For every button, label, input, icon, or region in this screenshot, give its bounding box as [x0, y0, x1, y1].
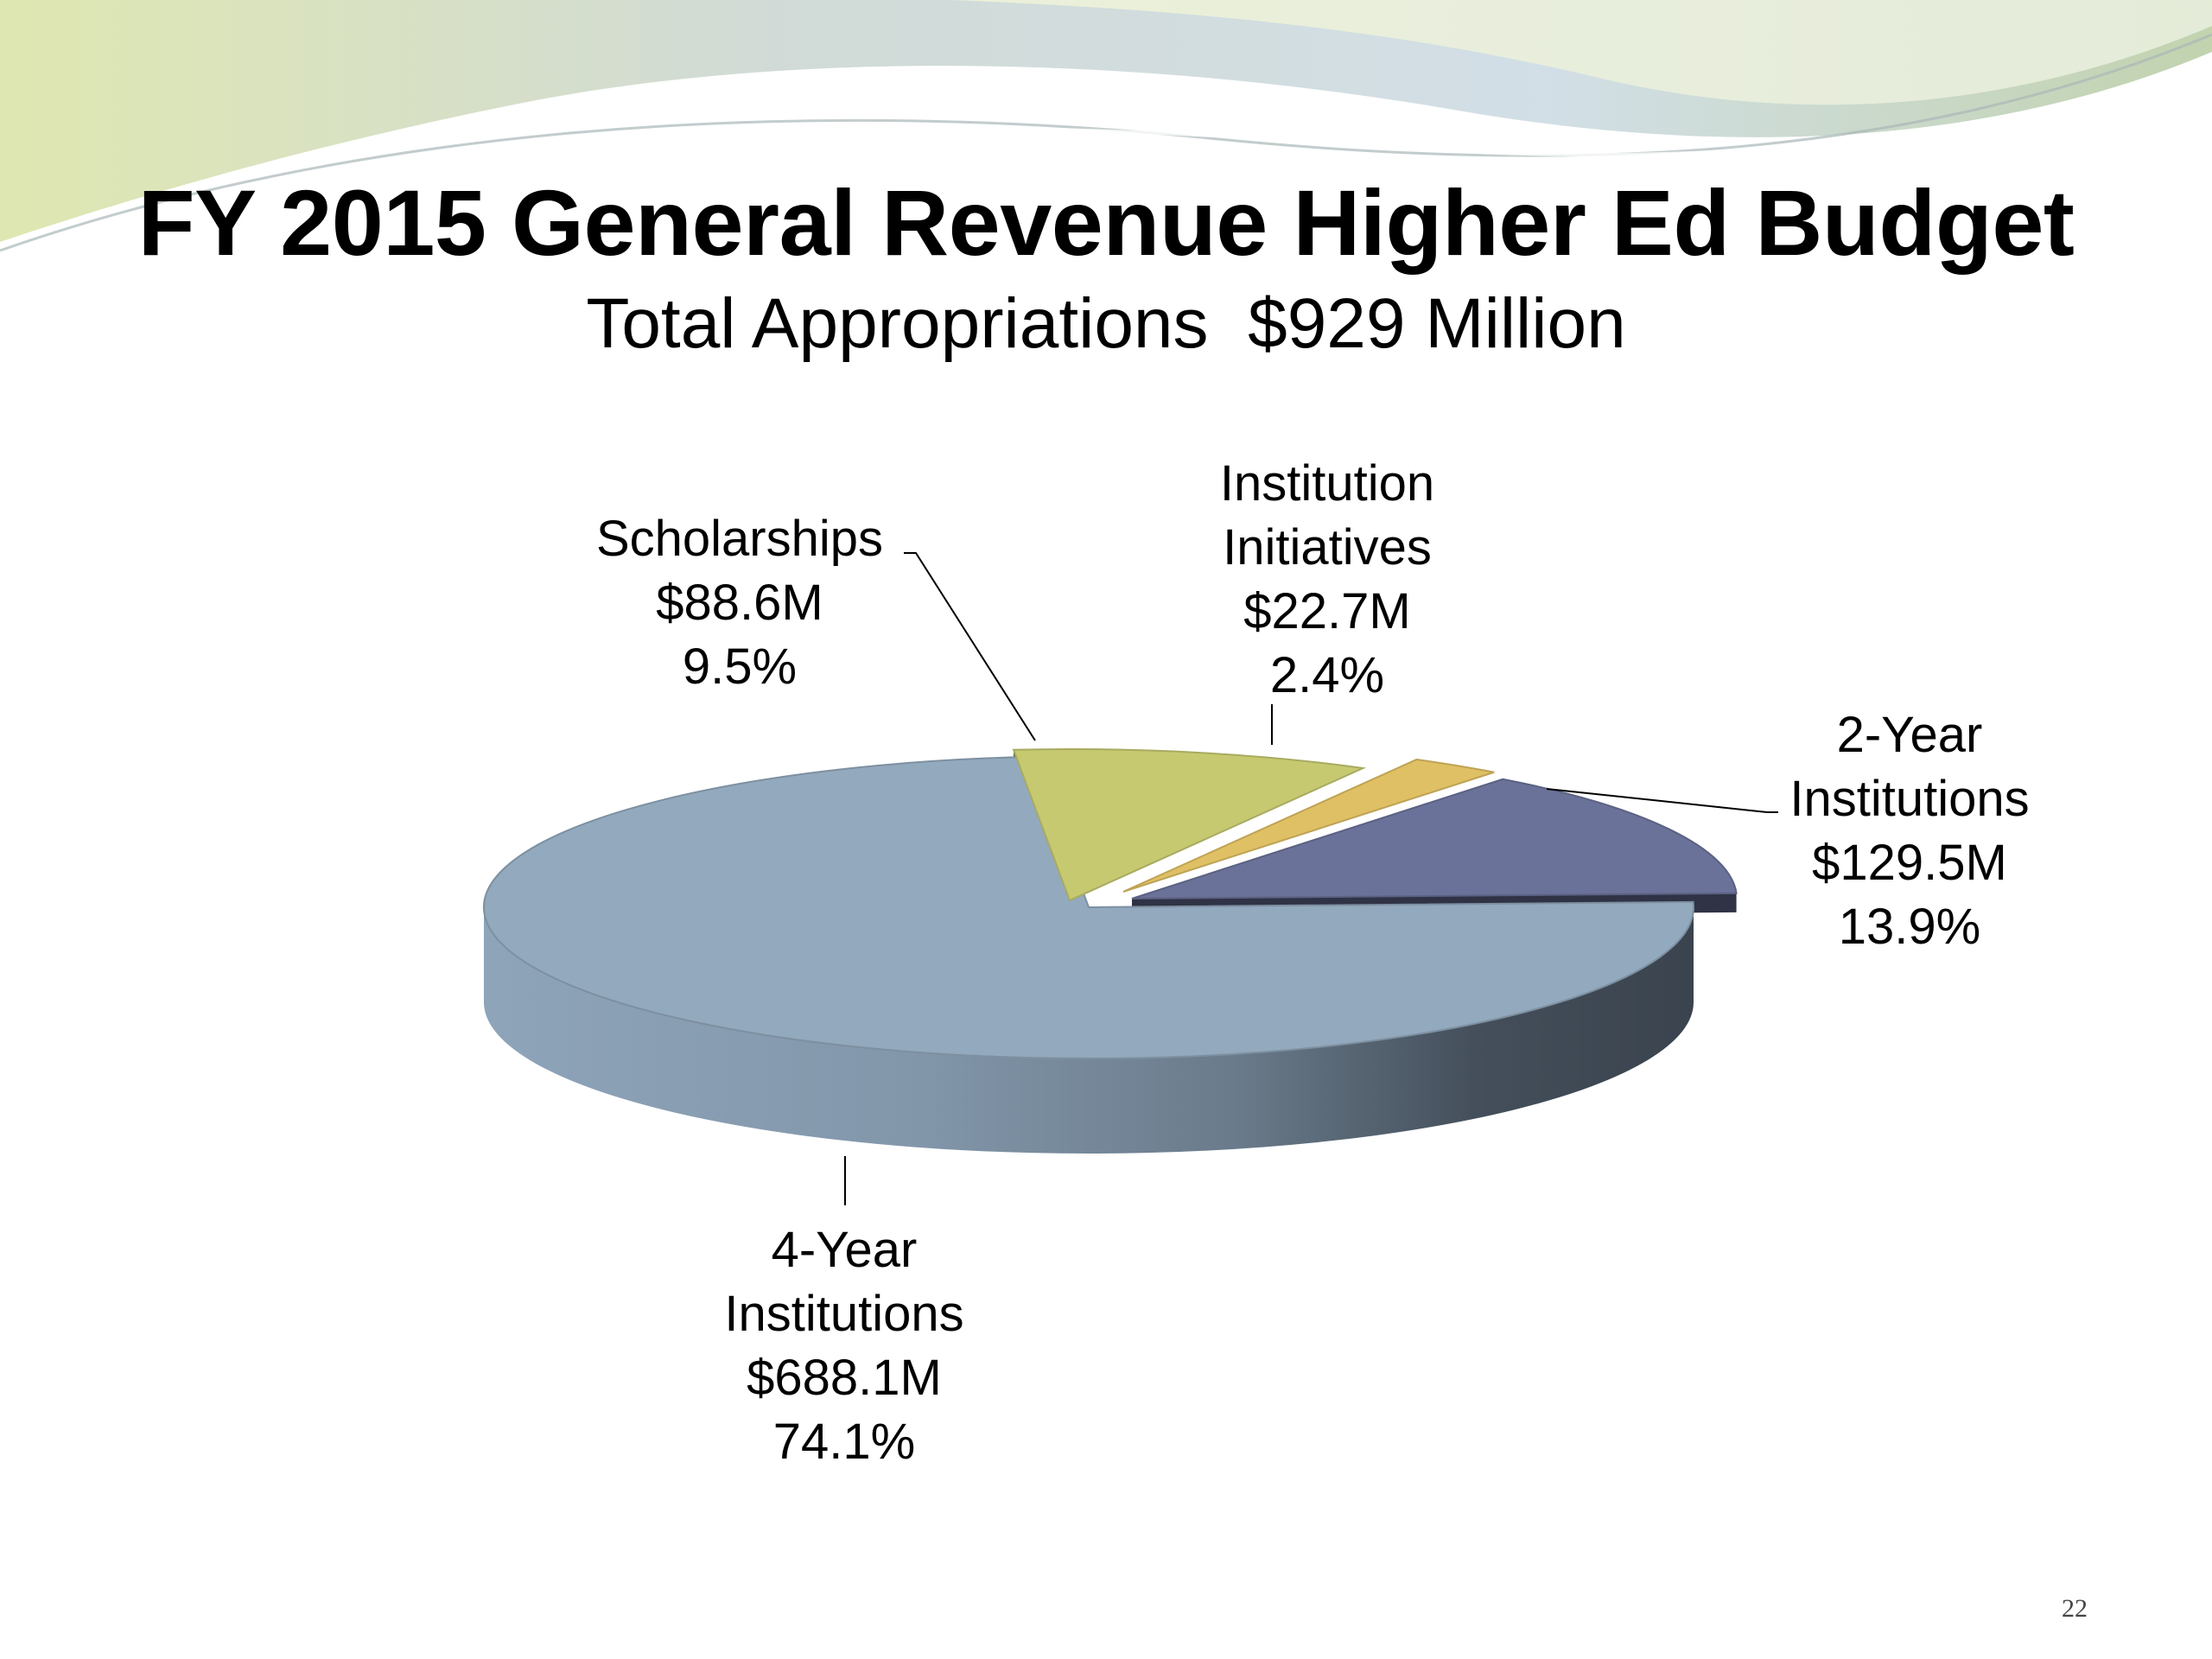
label-2-year-value: $129.5M [1812, 835, 2007, 891]
label-2-year-line1: 2-Year [1836, 707, 1983, 763]
label-2-year-percent: 13.9% [1838, 899, 1981, 955]
label-4-year-institutions [671, 1218, 1017, 1474]
leader-line-scholarships [904, 553, 1035, 741]
label-4-year-percent: 74.1% [772, 1414, 916, 1470]
label-scholarships [567, 507, 912, 699]
label-4-year-line2: Institutions [724, 1286, 964, 1342]
label-4-year-line1: 4-Year [771, 1222, 918, 1278]
label-scholarships-line1: Scholarships [595, 511, 884, 567]
label-initiatives-line2: Initiatives [1223, 519, 1432, 575]
label-scholarships-percent: 9.5% [682, 639, 798, 695]
label-scholarships-value: $88.6M [656, 575, 823, 631]
slide-title: FY 2015 General Revenue Higher Ed Budget [137, 170, 2075, 275]
label-4-year-value: $688.1M [747, 1350, 942, 1406]
label-2-year-institutions [1737, 703, 2082, 959]
page-number: 22 [2062, 1594, 2088, 1623]
label-institution-initiatives [1154, 452, 1500, 708]
label-initiatives-percent: 2.4% [1269, 647, 1385, 703]
label-initiatives-value: $22.7M [1243, 583, 1411, 639]
slide-subtitle: Total Appropriations $929 Million [586, 284, 1626, 363]
label-initiatives-line1: Institution [1219, 455, 1435, 512]
label-2-year-line2: Institutions [1789, 771, 2030, 827]
